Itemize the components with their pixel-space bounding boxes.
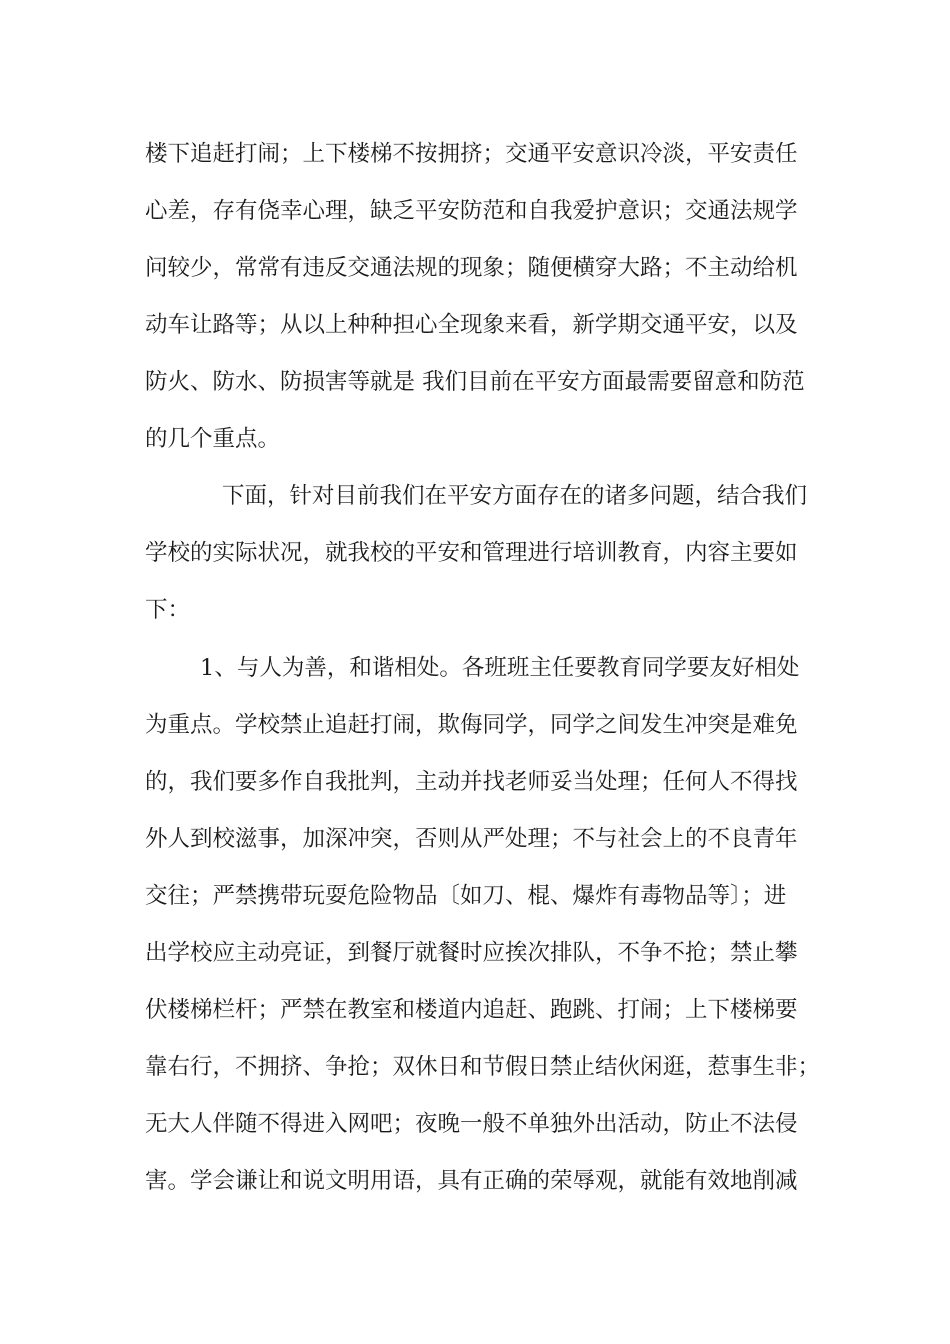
text-line: 的，我们要多作自我批判，主动并找老师妥当处理；任何人不得找: [145, 769, 798, 795]
text-line: 伏楼梯栏杆；严禁在教室和楼道内追赶、跑跳、打闹；上下楼梯要: [145, 997, 798, 1023]
paragraph-first-line: 1、与人为善，和谐相处。各班班主任要教育同学要友好相处: [200, 655, 800, 681]
text-line: 学校的实际状况，就我校的平安和管理进行培训教育，内容主要如: [145, 540, 798, 566]
text-line: 为重点。学校禁止追赶打闹，欺侮同学，同学之间发生冲突是难免: [145, 712, 798, 738]
text-line: 的几个重点。: [145, 426, 281, 452]
text-line: 心差，存有侥幸心理，缺乏平安防范和自我爱护意识；交通法规学: [145, 198, 798, 224]
text-line: 害。学会谦让和说文明用语，具有正确的荣辱观，就能有效地削减: [145, 1168, 798, 1194]
text-line: 交往；严禁携带玩耍危险物品〔如刀、棍、爆炸有毒物品等〕；进: [145, 883, 787, 909]
text-line: 问较少，常常有违反交通法规的现象；随便横穿大路；不主动给机: [145, 255, 798, 281]
text-line: 下：: [145, 597, 191, 623]
text-line: 靠右行，不拥挤、争抢；双休日和节假日禁止结伙闲逛，惹事生非；: [145, 1054, 821, 1080]
text-line: 动车让路等；从以上种种担心全现象来看，新学期交通平安，以及: [145, 312, 798, 338]
text-line: 无大人伴随不得进入网吧；夜晚一般不单独外出活动，防止不法侵: [145, 1111, 798, 1137]
text-line: 防火、防水、防损害等就是 我们目前在平安方面最需要留意和防范: [145, 369, 805, 395]
text-line: 出学校应主动亮证，到餐厅就餐时应挨次排队，不争不抢；禁止攀: [145, 940, 798, 966]
paragraph-first-line: 下面，针对目前我们在平安方面存在的诸多问题，结合我们: [222, 483, 808, 509]
text-line: 外人到校滋事，加深冲突，否则从严处理；不与社会上的不良青年: [145, 826, 798, 852]
text-line: 楼下追赶打闹；上下楼梯不按拥挤；交通平安意识冷淡，平安责任: [145, 141, 798, 167]
